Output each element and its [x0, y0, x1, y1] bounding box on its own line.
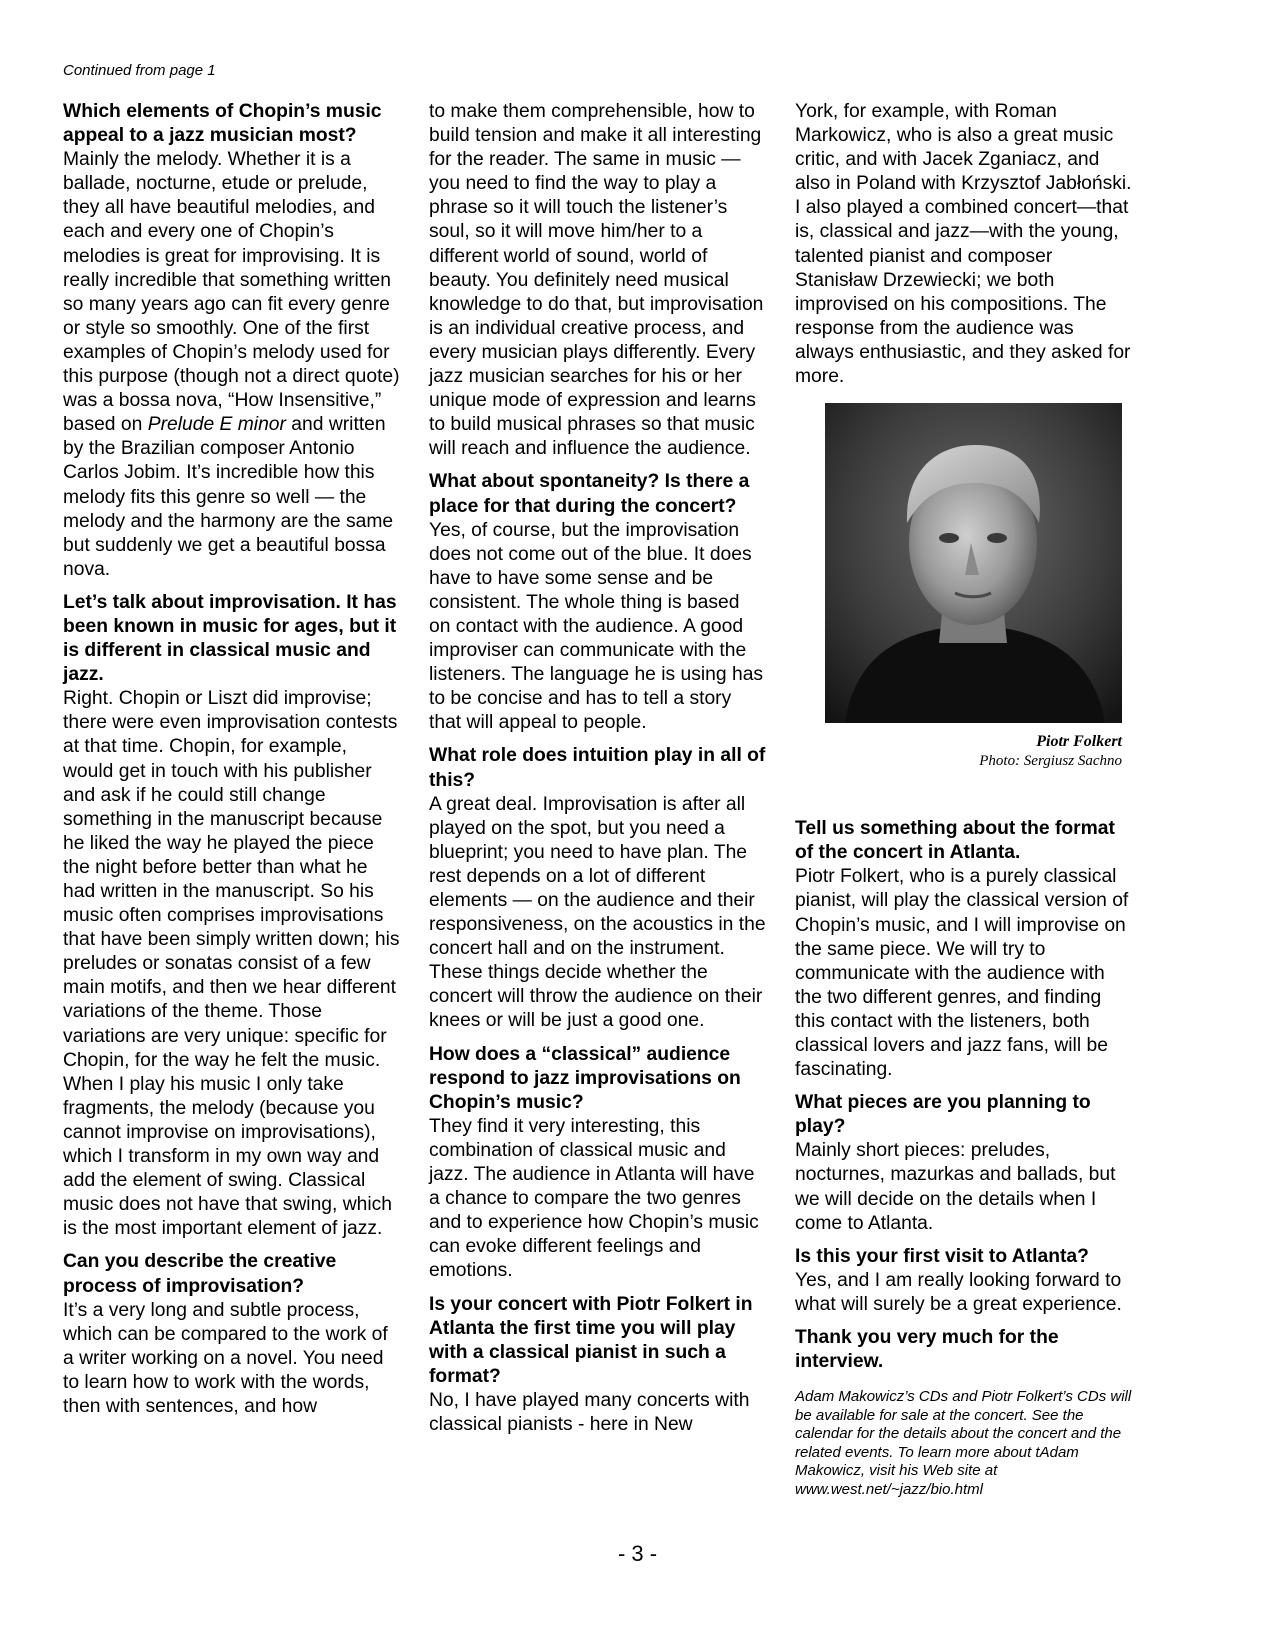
question-heading: What role does intuition play in all of this?	[429, 745, 766, 791]
photo-figure	[825, 403, 1122, 771]
answer-paragraph: Piotr Folkert, who is a purely classical pianist, will play the classical version of Chopin’s music, and I will improvise on the same piece. We will try to communicate with the audience with the two different genres, and finding this contact with the listeners, both classical lovers and jazz fans, will be fascinating.	[795, 866, 1129, 1081]
question-heading: Is your concert with Piotr Folkert in Atlanta the first time you will play with a classical pianist in such a format?	[429, 1293, 753, 1387]
answer-paragraph: A great deal. Improvisation is after all played on the spot, but you need a blueprint; you need to have plan. The rest depends on a lot of different elements — on the audience and their responsiveness, on the acoustics in the concert hall and on the instrument. These things decide whether the concert will throw the audience on their knees or will be just a good one.	[429, 793, 766, 1032]
answer-paragraph: York, for example, with Roman Markowicz, who is also a great music critic, and with Jacek Zganiacz, and also in Poland with Krzysztof Jabłoński. I also played a combined concert—that is, classical and jazz—with the young, talented pianist and composer Stanisław Drzewiecki; we both improvised on his compositions. The response from the audience was always enthusiastic, and they asked for more.	[795, 101, 1132, 388]
photo-credit: Photo: Sergiusz Sachno	[979, 753, 1122, 770]
question-heading: Which elements of Chopin’s music appeal to a jazz musician most?	[63, 101, 382, 147]
answer-text: Mainly the melody. Whether it is a ballade, nocturne, etude or prelude, they all have beautiful melodies, and each and every one of Chopin’s melodies is great for improvising. It is really incredible that something written so many years ago can fit every genre or style so smoothly. One of the first examples of Chopin’s melody used for this purpose (though not a direct quote) was a bossa nova, “How Insensitive,” based on	[63, 149, 400, 436]
question-heading: Can you describe the creative process of improvisation?	[63, 1251, 337, 1297]
answer-paragraph: Right. Chopin or Liszt did improvise; there were even improvisation contests at that time. Chopin, for example, would get in touch with his publisher and ask if he could still change something in the manuscript because he liked the way he played the piece the night before better than what he had written in the manuscript. So his music often comprises improvisations that have been simply written down; his preludes or sonatas consist of a few main motifs, and then we hear different variations of the theme. Those variations are very unique: specific for Chopin, for the way he felt the music. When I play his music I only take fragments, the melody (because you cannot improvise on improvisations), which I transform in my own way and add the element of swing. Classical music does not have that swing, which is the most important element of jazz.	[63, 688, 400, 1240]
page-number: - 3 -	[617, 1541, 658, 1566]
spacer	[795, 771, 1132, 817]
question-heading: How does a “classical” audience respond to jazz improvisations on Chopin’s music?	[429, 1043, 741, 1113]
answer-paragraph: to make them comprehensible, how to build tension and make it all interesting for the reader. The same in music — you need to find the way to play a phrase so it will touch the listener’s soul, so it will move him/her to a different world of sound, world of beauty. You definitely need musical knowledge to do that, but improvisation is an individual creative process, and every musician plays differently. Every jazz musician searches for his or her unique mode of expression and learns to build musical phrases so that music will reach and influence the audience.	[429, 101, 764, 460]
question-heading: What pieces are you planning to play?	[795, 1092, 1091, 1138]
column-2	[429, 100, 766, 1446]
question-heading: Is this your first visit to Atlanta?	[795, 1245, 1089, 1267]
work-title: Prelude E minor	[147, 414, 286, 436]
photo-caption: Piotr Folkert	[1036, 733, 1122, 751]
answer-paragraph: Yes, and I am really looking forward to what will surely be a great experience.	[795, 1269, 1122, 1315]
column-1	[63, 100, 400, 1428]
answer-paragraph: No, I have played many concerts with classical pianists - here in New	[429, 1389, 750, 1435]
question-heading: Let’s talk about improvisation. It has been known in music for ages, but it is different in classical music and jazz.	[63, 591, 397, 686]
continued-note: Continued from page 1	[63, 62, 216, 79]
answer-paragraph: It’s a very long and subtle process, which can be compared to the work of a writer working on a novel. You need to learn how to work with the words, then with sentences, and how	[63, 1299, 388, 1417]
closing-note: Adam Makowicz’s CDs and Piotr Folkert’s CDs will be available for sale at the concert. See the calendar for the details about the concert and the related events. To learn more about tAdam Makowicz, visit his Web site at www.west.net/~jazz/bio.html	[795, 1388, 1132, 1498]
question-heading: Thank you very much for the interview.	[795, 1327, 1059, 1373]
question-heading: Tell us something about the format of the concert in Atlanta.	[795, 818, 1115, 864]
column-3	[795, 100, 1132, 1499]
answer-paragraph	[63, 148, 400, 582]
answer-paragraph: Yes, of course, but the improvisation does not come out of the blue. It does have to have some sense and be consistent. The whole thing is based on contact with the audience. A good improviser can communicate with the listeners. The language he is using has to be concise and has to tell a story that will appeal to people.	[429, 519, 764, 734]
answer-paragraph: Mainly short pieces: preludes, nocturnes, mazurkas and ballads, but we will decide on the details when I come to Atlanta.	[795, 1140, 1116, 1234]
portrait-photo	[825, 403, 1122, 723]
question-heading: What about spontaneity? Is there a place for that during the concert?	[429, 471, 750, 517]
answer-text: and written by the Brazilian composer Antonio Carlos Jobim. It’s incredible how this melody fits this genre so well — the melody and the harmony are the same but suddenly we get a beautiful bossa nova.	[63, 414, 394, 580]
answer-paragraph: They find it very interesting, this combination of classical music and jazz. The audience in Atlanta will have a chance to compare the two genres and to experience how Chopin’s music can evoke different feelings and emotions.	[429, 1115, 759, 1282]
